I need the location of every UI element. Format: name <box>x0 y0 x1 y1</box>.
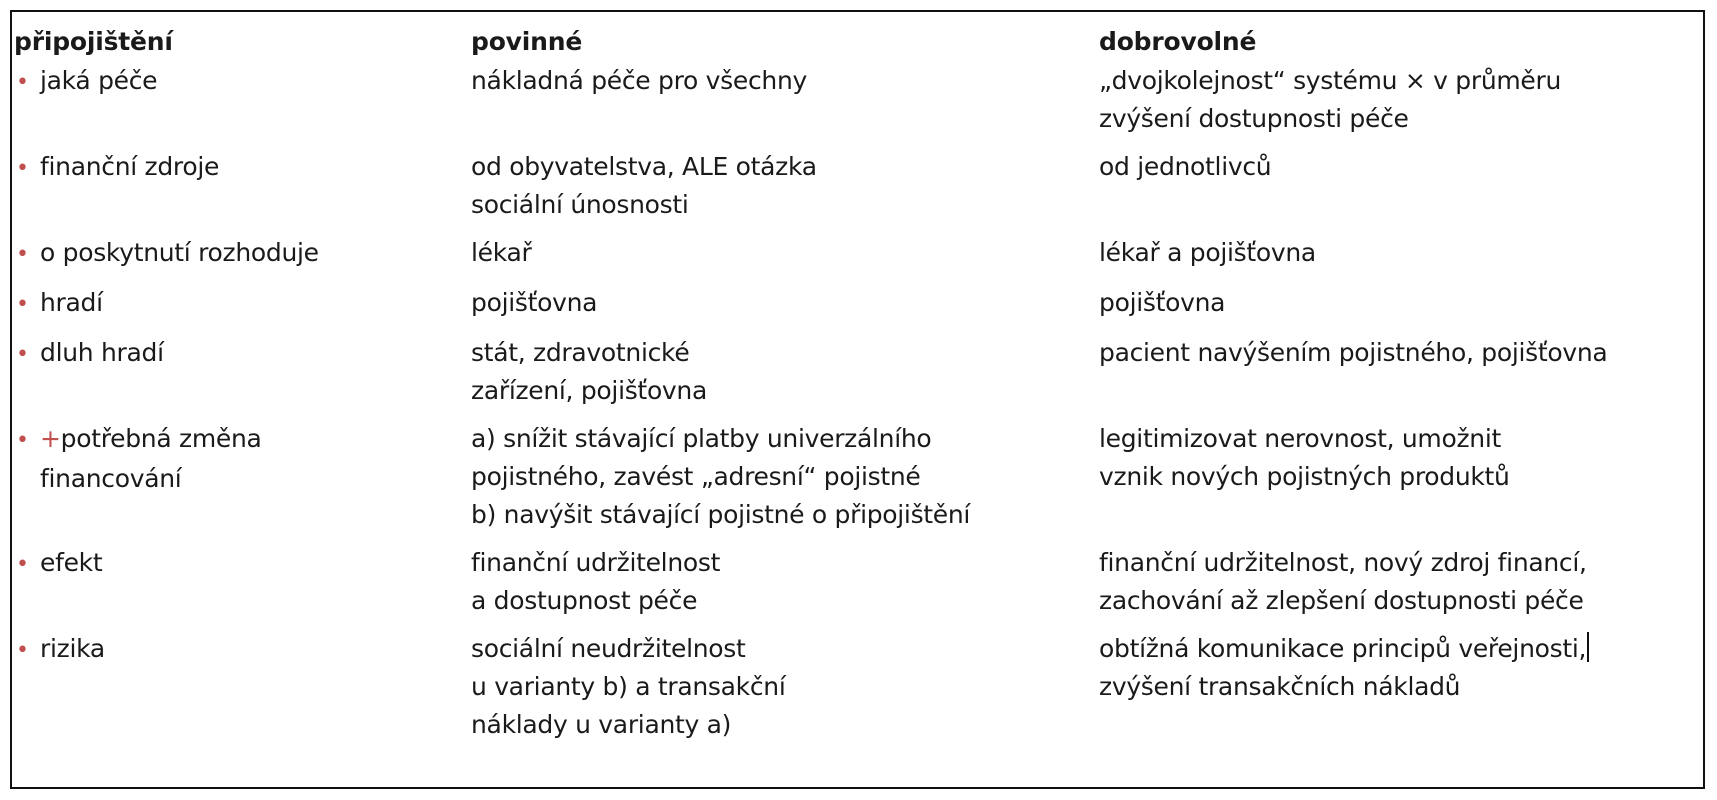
povinne-text: stát, zdravotnické <box>471 338 690 367</box>
povinne-cell <box>471 334 1099 420</box>
row-label: finanční zdroje <box>40 152 220 181</box>
dobrovolne-text: finanční udržitelnost, nový zdroj financí, <box>1099 548 1587 577</box>
dobrovolne-cell <box>1099 420 1684 544</box>
row-label-cell <box>14 234 471 284</box>
dobrovolne-text <box>1099 630 1684 668</box>
row-label: rizika <box>40 634 105 663</box>
comparison-table <box>14 22 1684 754</box>
povinne-text: finanční udržitelnost <box>471 548 721 577</box>
povinne-cell <box>471 284 1099 334</box>
dobrovolne-cell <box>1099 334 1684 420</box>
dobrovolne-text: pacient navýšením pojistného, pojišťovna <box>1099 338 1608 367</box>
dobrovolne-text: legitimizovat nerovnost, umožnit <box>1099 424 1501 453</box>
table-row-dluh-hradi <box>14 334 1684 420</box>
row-label: potřebná změna <box>60 424 262 453</box>
povinne-text: nákladná péče pro všechny <box>471 66 807 95</box>
dobrovolne-cell <box>1099 148 1684 234</box>
row-label-cell <box>14 284 471 334</box>
dobrovolne-text: lékař a pojišťovna <box>1099 238 1316 267</box>
bullet-icon: • <box>16 638 29 663</box>
text-cursor <box>1587 632 1589 662</box>
povinne-text: b) navýšit stávající pojistné o připojištění <box>471 500 971 529</box>
table-row-financni-zdroje <box>14 148 1684 234</box>
dobrovolne-text-fragment: obtížná komunikace principů veřejnosti, <box>1099 634 1587 663</box>
povinne-cell <box>471 62 1099 148</box>
row-label-cell <box>14 62 471 148</box>
bullet-icon: • <box>16 242 29 267</box>
row-label-cell <box>14 334 471 420</box>
dobrovolne-text: zvýšení transakčních nákladů <box>1099 672 1461 701</box>
dobrovolne-cell <box>1099 284 1684 334</box>
povinne-cell <box>471 148 1099 234</box>
table-row-efekt <box>14 544 1684 630</box>
povinne-cell <box>471 630 1099 754</box>
bullet-icon: • <box>16 428 29 453</box>
povinne-cell <box>471 544 1099 630</box>
table-row-jaka-pece <box>14 62 1684 148</box>
row-label: efekt <box>40 548 103 577</box>
dobrovolne-text: „dvojkolejnost“ systému × v průměru <box>1099 66 1562 95</box>
dobrovolne-cell <box>1099 544 1684 630</box>
dobrovolne-cell <box>1099 234 1684 284</box>
povinne-text: u varianty b) a transakční <box>471 672 786 701</box>
povinne-text: náklady u varianty a) <box>471 710 732 739</box>
dobrovolne-text: zachování až zlepšení dostupnosti péče <box>1099 586 1584 615</box>
row-label: hradí <box>40 288 103 317</box>
dobrovolne-text: od jednotlivců <box>1099 152 1272 181</box>
dobrovolne-cell <box>1099 630 1684 754</box>
row-label-cell <box>14 544 471 630</box>
bullet-icon: • <box>16 70 29 95</box>
table-header-row <box>14 22 1684 62</box>
povinne-text: pojišťovna <box>471 288 598 317</box>
row-label: o poskytnutí rozhoduje <box>40 238 319 267</box>
table-row-hradi <box>14 284 1684 334</box>
row-label: dluh hradí <box>40 338 164 367</box>
povinne-text: pojistného, zavést „adresní“ pojistné <box>471 462 921 491</box>
row-label: financování <box>40 464 182 493</box>
dobrovolne-cell <box>1099 62 1684 148</box>
bullet-icon: • <box>16 552 29 577</box>
header-dobrovolne: dobrovolné <box>1099 27 1257 56</box>
header-pripojisteni: připojištění <box>14 27 173 56</box>
table-row-zmena-financovani <box>14 420 1684 544</box>
povinne-text: od obyvatelstva, ALE otázka <box>471 152 817 181</box>
bullet-icon: • <box>16 156 29 181</box>
povinne-text: zařízení, pojišťovna <box>471 376 707 405</box>
bullet-icon: • <box>16 292 29 317</box>
povinne-text: a) snížit stávající platby univerzálního <box>471 424 932 453</box>
povinne-cell <box>471 420 1099 544</box>
row-label-cell <box>14 420 471 544</box>
header-povinne: povinné <box>471 27 583 56</box>
row-label-cell <box>14 630 471 754</box>
row-label: jaká péče <box>40 66 158 95</box>
plus-sign: + <box>40 424 61 453</box>
povinne-text: a dostupnost péče <box>471 586 698 615</box>
povinne-text: sociální únosnosti <box>471 190 689 219</box>
table-row-rozhoduje <box>14 234 1684 284</box>
table-row-rizika <box>14 630 1684 754</box>
row-label-cell <box>14 148 471 234</box>
dobrovolne-text: vznik nových pojistných produktů <box>1099 462 1510 491</box>
bullet-icon: • <box>16 342 29 367</box>
povinne-text: lékař <box>471 238 532 267</box>
povinne-text: sociální neudržitelnost <box>471 634 746 663</box>
povinne-cell <box>471 234 1099 284</box>
dobrovolne-text: pojišťovna <box>1099 288 1226 317</box>
dobrovolne-text: zvýšení dostupnosti péče <box>1099 104 1409 133</box>
